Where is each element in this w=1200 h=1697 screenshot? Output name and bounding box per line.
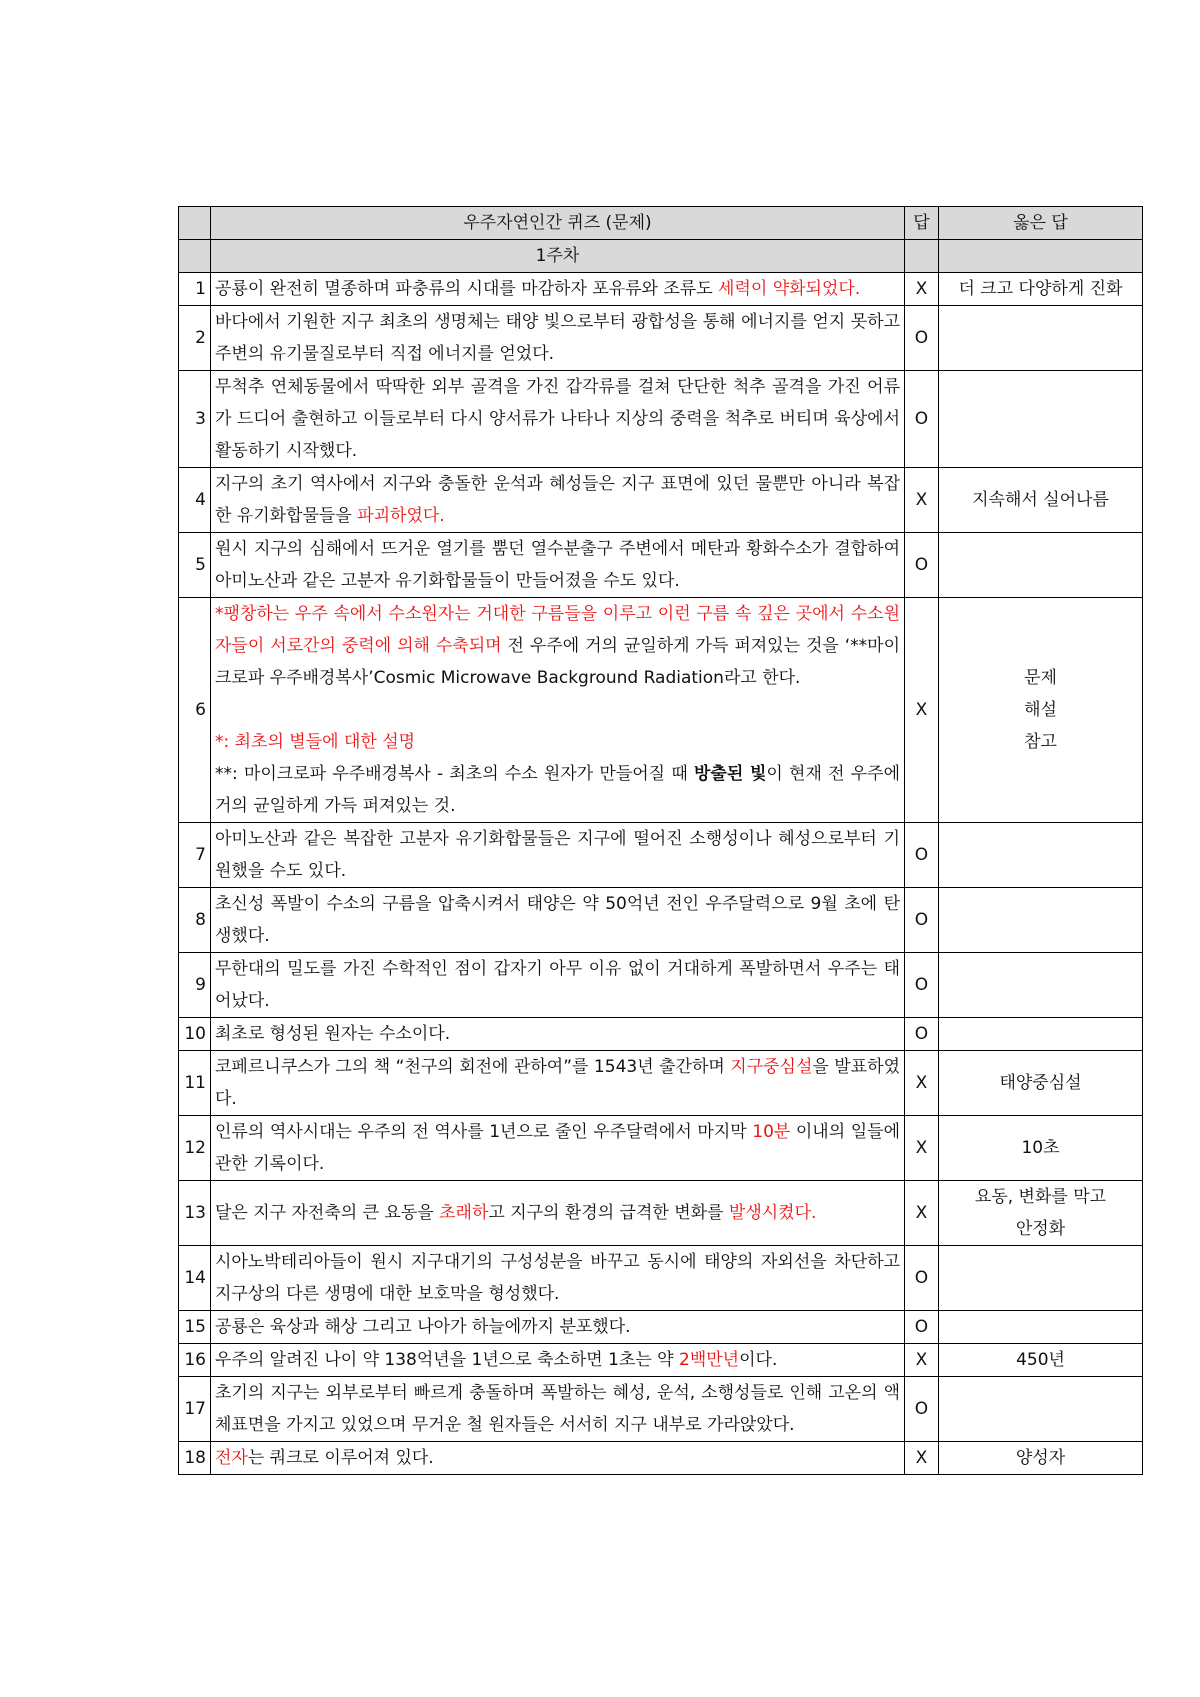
- footnote-2: [215, 758, 900, 822]
- wrong-part: 초래하: [439, 1203, 489, 1223]
- header-num-cell: [179, 207, 211, 240]
- question-text-part: 고 지구의 환경의 급격한 변화를: [488, 1203, 729, 1223]
- question-text: 원시 지구의 심해에서 뜨거운 열기를 뿜던 열수분출구 주변에서 메탄과 황화수소가 결합하여 아미노산과 같은 고분자 유기화합물들이 만들어졌을 수도 있다.: [211, 533, 905, 598]
- correct-answer: [939, 888, 1143, 953]
- question-text-part: 달은 지구 자전축의 큰 요동을: [215, 1203, 440, 1223]
- correct-answer: [939, 1018, 1143, 1051]
- quiz-table: [178, 206, 1143, 1475]
- correct-answer: [939, 371, 1143, 468]
- question-number: 3: [179, 371, 211, 468]
- answer-mark: O: [905, 306, 939, 371]
- week-num-cell: [179, 240, 211, 273]
- correct-answer: 10초: [939, 1116, 1143, 1181]
- question-text-part: 전 우주에 거의 균일하게 가득 퍼져있는 것을 ‘**마이크로파 우주배경복사’Cosmic Microwave Background Radiation라고 한다.: [215, 636, 901, 688]
- spacer: [215, 694, 900, 726]
- question-text: 아미노산과 같은 복잡한 고분자 유기화합물들은 지구에 떨어진 소행성이나 혜성으로부터 기원했을 수도 있다.: [211, 823, 905, 888]
- correct-answer: [939, 953, 1143, 1018]
- question-text: [211, 1116, 905, 1181]
- table-row: [179, 1311, 1143, 1344]
- question-number: 18: [179, 1442, 211, 1475]
- question-number: 5: [179, 533, 211, 598]
- correct-line: 참고: [1024, 732, 1057, 752]
- correct-line: 해설: [1024, 700, 1057, 720]
- correct-answer: [939, 306, 1143, 371]
- question-number: 10: [179, 1018, 211, 1051]
- correct-answer: 더 크고 다양하게 진화: [939, 273, 1143, 306]
- question-text-part: 이다.: [739, 1350, 778, 1370]
- question-text-part: 지구의 초기 역사에서 지구와 충돌한 운석과 혜성들은 지구 표면에 있던 물뿐만 아니라 복잡한 유기화합물들을: [215, 474, 900, 526]
- week-label: 1주차: [211, 240, 905, 273]
- question-text: [211, 468, 905, 533]
- question-text-part: 을 발표하였다.: [215, 1057, 900, 1109]
- table-row: [179, 1181, 1143, 1246]
- question-text: [211, 1181, 905, 1246]
- correct-answer: 양성자: [939, 1442, 1143, 1475]
- wrong-part: 지구중심설: [730, 1057, 813, 1077]
- question-text: 최초로 형성된 원자는 수소이다.: [211, 1018, 905, 1051]
- correct-answer: 지속해서 실어나름: [939, 468, 1143, 533]
- correct-answer: [939, 1181, 1143, 1246]
- table-row: [179, 273, 1143, 306]
- footnote-bold: 방출된 빛: [693, 764, 767, 784]
- answer-mark: O: [905, 888, 939, 953]
- correct-answer: [939, 598, 1143, 823]
- answer-mark: X: [905, 1442, 939, 1475]
- table-row: [179, 823, 1143, 888]
- correct-answer: [939, 823, 1143, 888]
- table-row: [179, 1051, 1143, 1116]
- table-row: [179, 1344, 1143, 1377]
- answer-mark: O: [905, 1311, 939, 1344]
- wrong-part: 세력이 약화되었다.: [718, 279, 861, 299]
- question-body: [215, 598, 900, 694]
- question-text: [211, 1442, 905, 1475]
- question-text-part: 는 쿼크로 이루어져 있다.: [247, 1448, 434, 1468]
- answer-mark: X: [905, 1181, 939, 1246]
- question-text: [211, 273, 905, 306]
- answer-mark: O: [905, 533, 939, 598]
- footnote-1: *: 최초의 별들에 대한 설명: [215, 732, 416, 752]
- question-number: 14: [179, 1246, 211, 1311]
- correct-line: 안정화: [1015, 1219, 1066, 1239]
- week-correct-cell: [939, 240, 1143, 273]
- footnote-text: 이 현재 전 우주에 거의 균일하게 가득 퍼져있는 것.: [215, 764, 901, 816]
- wrong-part: *팽창하는 우주 속에서 수소원자는 거대한 구름들을 이루고 이런 구름 속 깊은 곳에서 수소원자들이 서로간의 중력에 의해 수축되며: [215, 604, 900, 656]
- correct-answer: 450년: [939, 1344, 1143, 1377]
- question-number: 11: [179, 1051, 211, 1116]
- question-text: 바다에서 기원한 지구 최초의 생명체는 태양 빛으로부터 광합성을 통해 에너지를 얻지 못하고 주변의 유기물질로부터 직접 에너지를 얻었다.: [211, 306, 905, 371]
- question-number: 4: [179, 468, 211, 533]
- correct-answer: [939, 1246, 1143, 1311]
- question-number: 6: [179, 598, 211, 823]
- question-number: 9: [179, 953, 211, 1018]
- footnote-text: **: 마이크로파 우주배경복사 - 최초의 수소 원자가 만들어질 때: [215, 764, 694, 784]
- wrong-part: 파괴하였다.: [357, 506, 445, 526]
- table-row: [179, 888, 1143, 953]
- answer-mark: X: [905, 1344, 939, 1377]
- correct-answer: [939, 1311, 1143, 1344]
- question-text: 공룡은 육상과 해상 그리고 나아가 하늘에까지 분포했다.: [211, 1311, 905, 1344]
- question-text-part: 코페르니쿠스가 그의 책 “천구의 회전에 관하여”를 1543년 출간하며: [215, 1057, 731, 1077]
- correct-answer: 태양중심설: [939, 1051, 1143, 1116]
- answer-mark: O: [905, 953, 939, 1018]
- question-number: 8: [179, 888, 211, 953]
- table-row: [179, 1442, 1143, 1475]
- header-correct: 옳은 답: [939, 207, 1143, 240]
- table-row: [179, 371, 1143, 468]
- answer-mark: O: [905, 823, 939, 888]
- question-text-part: 공룡이 완전히 멸종하며 파충류의 시대를 마감하자 포유류와 조류도: [215, 279, 719, 299]
- question-text: 초신성 폭발이 수소의 구름을 압축시켜서 태양은 약 50억년 전인 우주달력으로 9월 초에 탄생했다.: [211, 888, 905, 953]
- question-number: 2: [179, 306, 211, 371]
- table-row: [179, 306, 1143, 371]
- table-row: [179, 953, 1143, 1018]
- wrong-part: 발생시켰다.: [728, 1203, 817, 1223]
- correct-answer: [939, 1377, 1143, 1442]
- question-number: 13: [179, 1181, 211, 1246]
- answer-mark: X: [905, 598, 939, 823]
- question-text: 초기의 지구는 외부로부터 빠르게 충돌하며 폭발하는 혜성, 운석, 소행성들로 인해 고온의 액체표면을 가지고 있었으며 무거운 철 원자들은 서서히 지구 내부로 가라앉았다.: [211, 1377, 905, 1442]
- week-answer-cell: [905, 240, 939, 273]
- question-number: 17: [179, 1377, 211, 1442]
- answer-mark: X: [905, 468, 939, 533]
- table-row: [179, 468, 1143, 533]
- answer-mark: X: [905, 273, 939, 306]
- question-text-part: 인류의 역사시대는 우주의 전 역사를 1년으로 줄인 우주달력에서 마지막: [215, 1122, 753, 1142]
- question-text: [211, 1051, 905, 1116]
- wrong-part: 전자: [215, 1448, 248, 1468]
- question-text: 무한대의 밀도를 가진 수학적인 점이 갑자기 아무 이유 없이 거대하게 폭발하면서 우주는 태어났다.: [211, 953, 905, 1018]
- table-row: [179, 1018, 1143, 1051]
- question-text: 무척추 연체동물에서 딱딱한 외부 골격을 가진 갑각류를 걸쳐 단단한 척추 골격을 가진 어류가 드디어 출현하고 이들로부터 다시 양서류가 나타나 지상의 중력을 척추로 버티며 육상에서 활동하기 시작했다.: [211, 371, 905, 468]
- header-title: 우주자연인간 퀴즈 (문제): [211, 207, 905, 240]
- correct-line: 문제: [1024, 668, 1057, 688]
- question-number: 12: [179, 1116, 211, 1181]
- question-text-part: 이내의 일들에 관한 기록이다.: [215, 1122, 900, 1174]
- wrong-part: 10분: [752, 1122, 791, 1142]
- answer-mark: O: [905, 371, 939, 468]
- header-answer: 답: [905, 207, 939, 240]
- question-number: 16: [179, 1344, 211, 1377]
- answer-mark: O: [905, 1246, 939, 1311]
- table-row: [179, 533, 1143, 598]
- table-row: [179, 1116, 1143, 1181]
- question-number: 15: [179, 1311, 211, 1344]
- header-row: [179, 207, 1143, 240]
- correct-line: 요동, 변화를 막고: [974, 1187, 1107, 1207]
- table-row: [179, 1377, 1143, 1442]
- answer-mark: O: [905, 1377, 939, 1442]
- week-row: [179, 240, 1143, 273]
- question-number: 1: [179, 273, 211, 306]
- wrong-part: 2백만년: [679, 1350, 740, 1370]
- question-number: 7: [179, 823, 211, 888]
- question-text-part: 우주의 알려진 나이 약 138억년을 1년으로 축소하면 1초는 약: [215, 1350, 679, 1370]
- question-text: [211, 598, 905, 823]
- answer-mark: X: [905, 1116, 939, 1181]
- table-row: [179, 598, 1143, 823]
- answer-mark: O: [905, 1018, 939, 1051]
- correct-answer: [939, 533, 1143, 598]
- question-text: [211, 1344, 905, 1377]
- table-row: [179, 1246, 1143, 1311]
- question-text: 시아노박테리아들이 원시 지구대기의 구성성분을 바꾸고 동시에 태양의 자외선을 차단하고 지구상의 다른 생명에 대한 보호막을 형성했다.: [211, 1246, 905, 1311]
- answer-mark: X: [905, 1051, 939, 1116]
